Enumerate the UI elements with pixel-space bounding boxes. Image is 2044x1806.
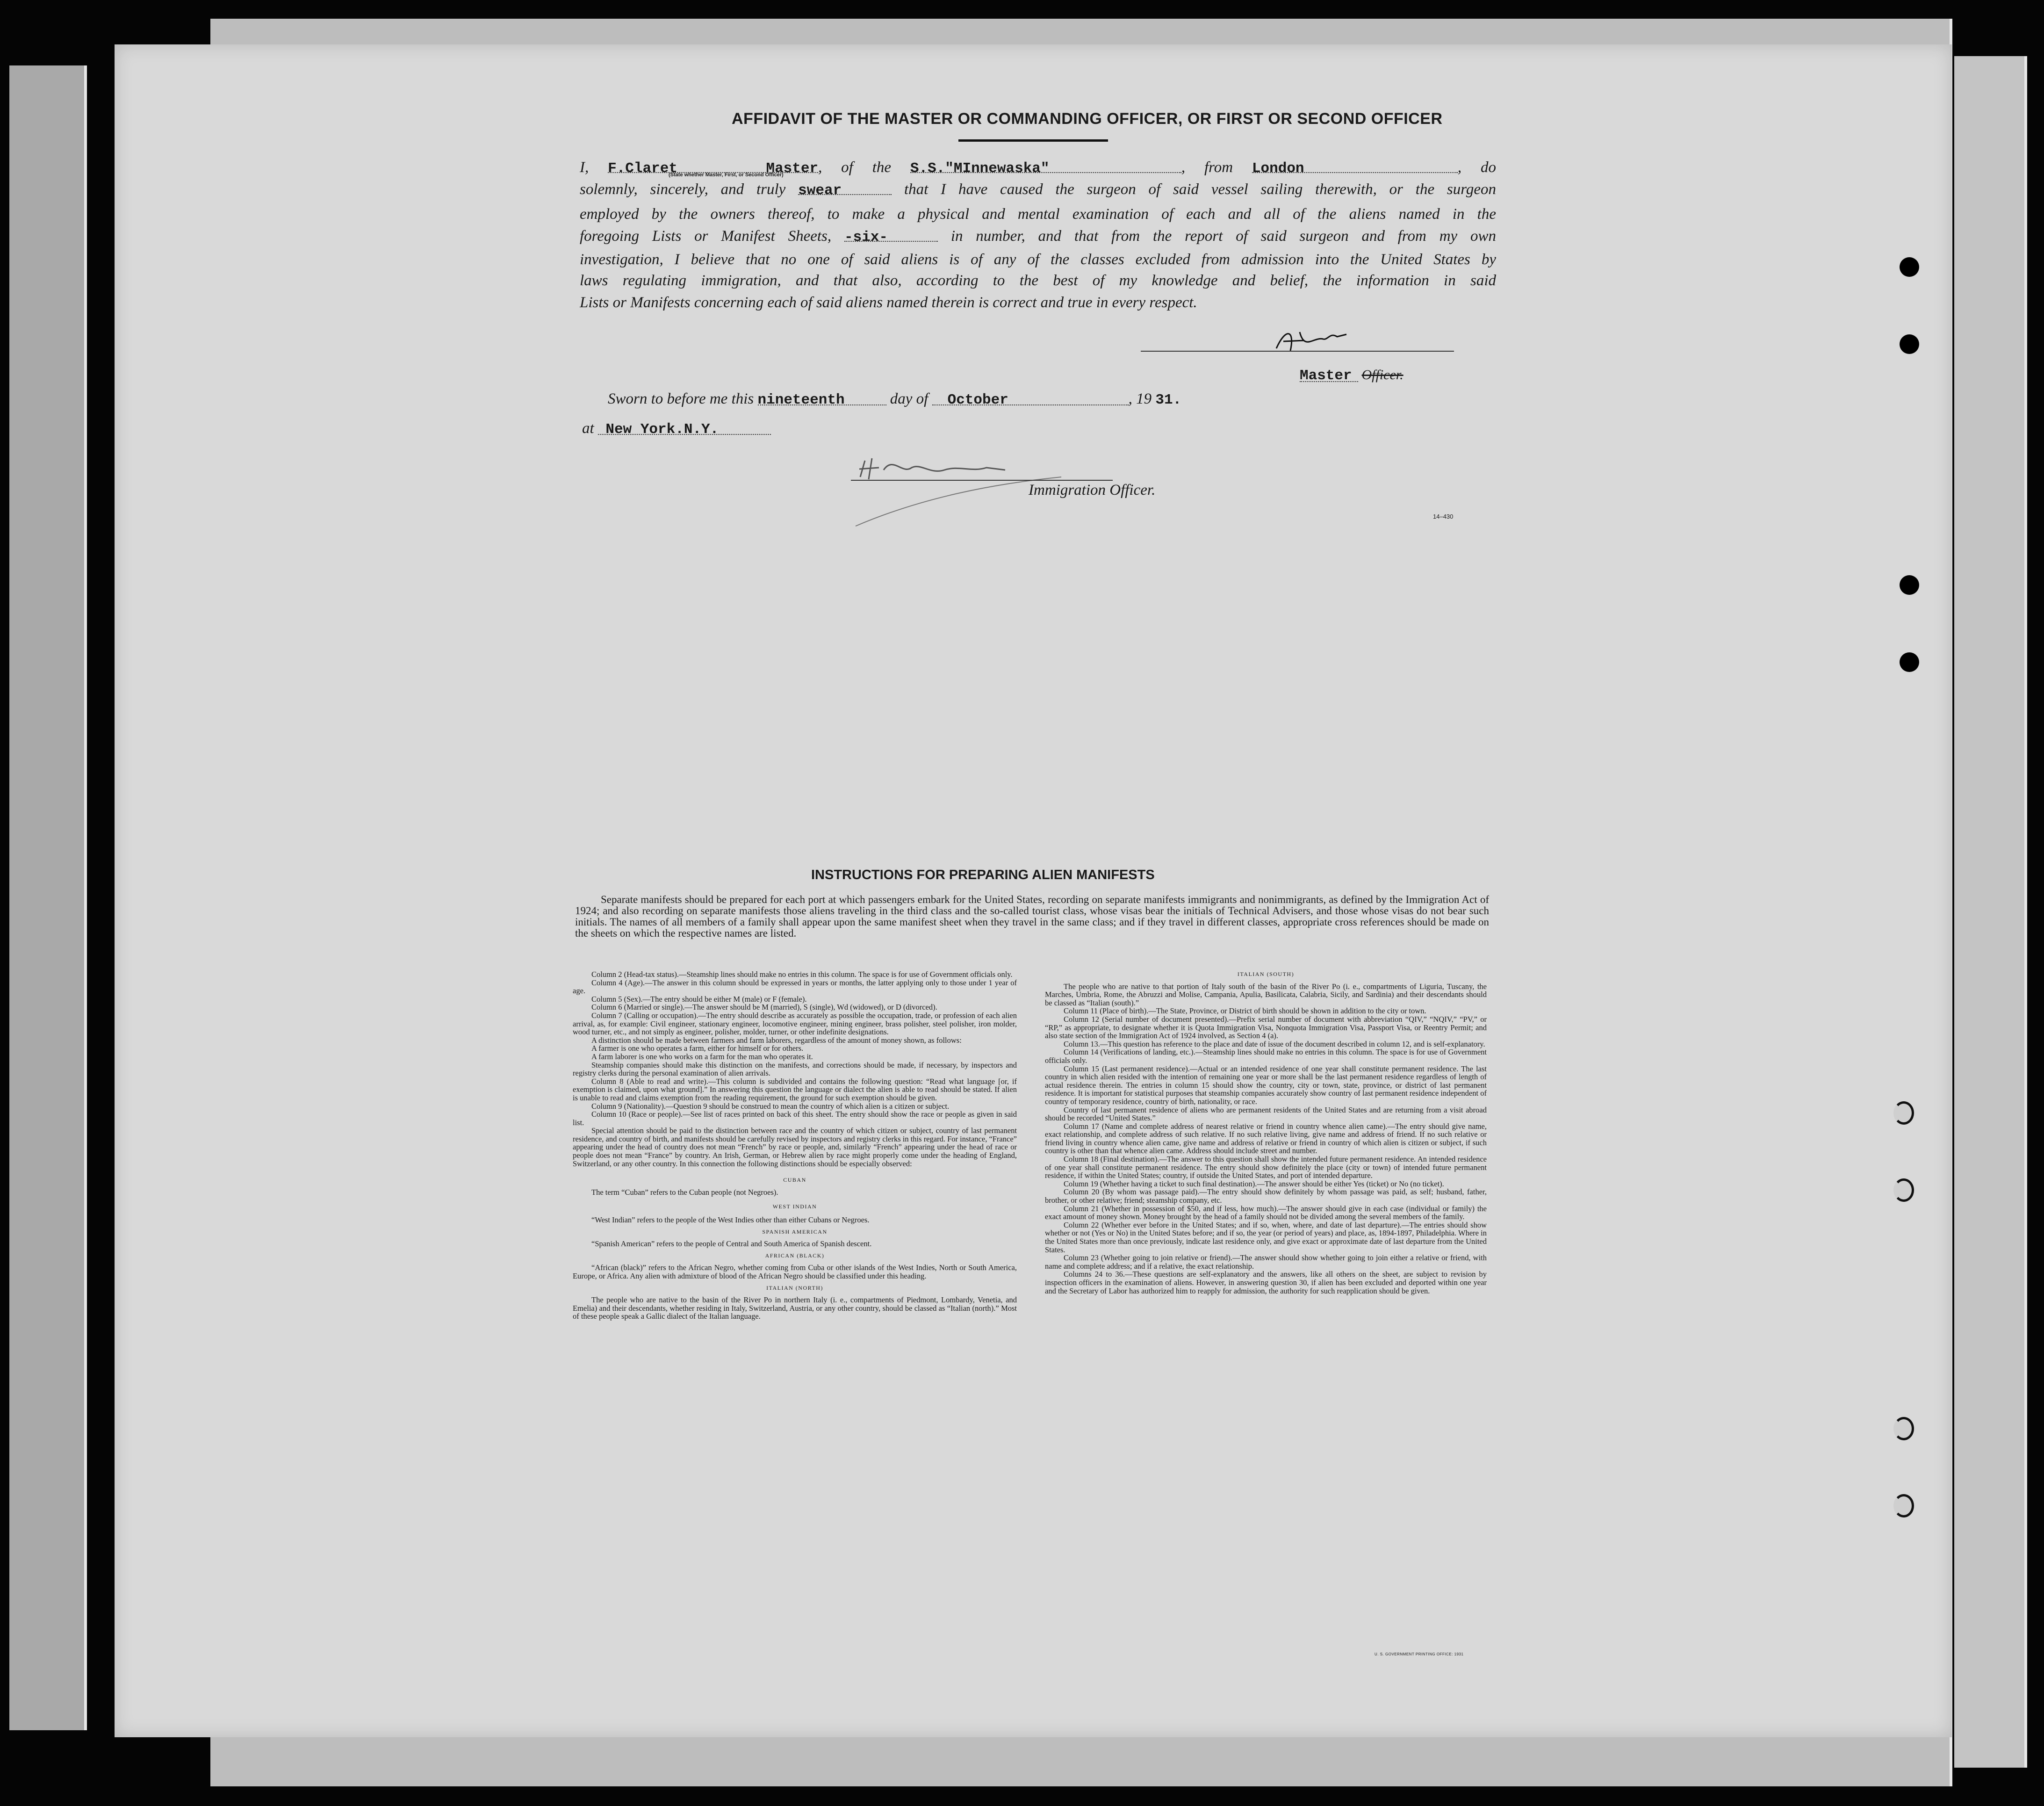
officer-name-field: F.Claret Master — [608, 158, 818, 173]
binder-hole — [1900, 575, 1919, 595]
instructions-right-column: ITALIAN (SOUTH) The people who are native to that portion of Italy south of the basin of the River Po (i. e., compartments of Liguria, Tuscany, the Marches, Umbria, Rome, the Abruzzi and Molise, Campania, Apulia, Basilicata, Calabria, Sicily, and Sardinia) and their descendants should be classed as “Italian (south).” Column 11 (Place of birth).—The State, Province, or District of birth should be shown in addition to the city or town. Column 12 (Serial number of document presented).—Prefix serial number of document with abbreviation “QIV,” “NQIV,” “PV,” or “RP,” as appropriate, to designate whether it is Quota Immigration Visa, Nonquota Immigration Visa, Passport Visa, or Reentry Permit; and also state section of the Immigration Act of 1924 involved, as Section 4 (a). Column 13.—This question has reference to the place and date of issue of the document described in column 12, and is self-explanatory. Column 14 (Verifications of landing, etc.).—Steamship lines should make no entries in this column. The space is for use of Government officials only. Column 15 (Last permanent residence).—Actual or an intended residence of one year shall constitute permanent residence. The last country in which alien resided with the intention of remaining one year or more shall be the last permanent residence regardless of length of actual residence therein. The entries in column 15 should show the country, city or town, state, province, or district of last permanent residence. It is important for statistical purposes that steamship companies accurately show country of last permanent residence independent of country of temporary residence, country of birth, nationality, or race. Country of last permanent residence of aliens who are permanent residents of the United States and are returning from a visit abroad should be recorded “United States.” Column 17 (Name and complete address of nearest relative or friend in country whence alien came).—The entry should give name, exact relationship, and complete address of such relative. If no such relative living, give name and address of friend. If no such relative or friend living in country whence alien came, give name and address of relative or friend in country of which alien is citizen or subject, if such country is other than that whence alien came. Address should include street and number. Column 18 (Final destination).—The answer to this question shall show the intended future permanent residence. An intended residence of one year shall constitute permanent residence. The entry should show definitely the place (city or town) of intended future permanent residence, if within the United States; country, if outside the United States, and port of intended departure. Column 19 (Whether having a ticket to such final destination).—The answer should be either Yes (ticket) or No (no ticket). Column 20 (By whom was passage paid).—The entry should show definitely by whom passage was paid, as self; husband, father, brother, or other relative; friend; steamship company, etc. Column 21 (Whether in possession of $50, and if less, how much).—The answer should give in each case (individual or family) the exact amount of money shown. Money brought by the head of a family should not be divided among the several members of the family. Column 22 (Whether ever before in the United States; and if so, when, where, and date of last departure).—The entries should show whether or not (Yes or No) in the United States before; and if so, the year (or period of years) and place, as, 1894-1897, Philadelphia. Where in the United States more than once previously, indicate last residence only, and give exact or approximate date of last departure from the United States. Column 23 (Whether going to join relative or friend).—The answer should show whether going to join either a relative or friend, with name and complete address; and if a relative, the exact relationship. Columns 24 to 36.—These questions are self-explanatory and the answers, like all others on the sheet, are subject to revision by inspection officers in the examination of aliens. However, in answering question 30, if alien has been excluded and deported within one year and the Secretary of Labor has authorized him to reapply for admission, the authority for such reapplication should be given. — [1045, 971, 1487, 1295]
binder-hole — [1900, 334, 1919, 354]
instructions-intro: Separate manifests should be prepared for each port at which passengers embark for the United States, recording on separate manifests immigrants and nonimmigrants, as defined by the Immigration Act of 1924; and also recording on separate manifests those aliens traveling in the third class and the so-called tourist class, whose visas bear the initials of Technical Advisers, and those whose visas do not bear such initials. The names of all members of a family shall appear upon the same manifest sheet when they travel in the same class; and if they travel in different classes, appropriate cross references should be made on the sheets on which the respective names are listed. — [575, 894, 1489, 939]
binder-hole — [1893, 1494, 1914, 1517]
binder-hole — [1893, 1417, 1914, 1440]
form-code: 14–430 — [1433, 513, 1454, 520]
affidavit-line-7: Lists or Manifests concerning each of said aliens named therein is correct and true in every respect. — [580, 294, 1197, 311]
master-signature — [1272, 323, 1365, 360]
port-field: London — [1252, 158, 1458, 173]
officer-title: Master Officer. — [1300, 367, 1403, 384]
immigration-signature-line — [851, 480, 1113, 481]
affidavit-line-3: employed by the owners thereof, to make a physical and mental examination of each and all of the aliens named in the — [580, 206, 1496, 223]
place-line: at New York.N.Y. — [582, 420, 771, 437]
master-signature-line — [1141, 351, 1454, 352]
affidavit-title: AFFIDAVIT OF THE MASTER OR COMMANDING OFFICER, OR FIRST OR SECOND OFFICER — [732, 110, 1443, 128]
affidavit-line-6: laws regulating immigration, and that also, according to the best of my knowledge and belief, the information in said — [580, 272, 1496, 289]
binder-hole — [1900, 652, 1919, 672]
affidavit-line-1: I, F.Claret Master, of the S.S."MInnewaska" , from London , do — [580, 159, 1497, 177]
sworn-line: Sworn to before me this nineteenth day of October , 19 31. — [608, 390, 1182, 408]
background-sheet — [9, 65, 87, 1730]
affidavit-line-5: investigation, I believe that no one of said aliens is of any of the classes excluded from admission into the United States by — [580, 251, 1496, 268]
background-sheet — [1954, 56, 2027, 1768]
affidavit-line-4: foregoing Lists or Manifest Sheets, -six- in number, and that from the report of said surgeon and from my own — [580, 228, 1497, 246]
immigration-officer-label: Immigration Officer. — [1029, 482, 1156, 498]
affidavit-line-2: solemnly, sincerely, and truly swear that I have caused the surgeon of said vessel sailing therewith, or the surgeon — [580, 181, 1497, 199]
binder-hole — [1893, 1178, 1914, 1202]
rank-note: (State whether Master, First, or Second Officer) — [669, 172, 784, 178]
printing-office-note: U. S. GOVERNMENT PRINTING OFFICE: 1931 — [1375, 1652, 1464, 1656]
oath-field: swear — [798, 180, 892, 195]
title-underline — [958, 139, 1108, 142]
sheet-count-field: -six- — [844, 227, 938, 242]
instructions-left-column: Column 2 (Head-tax status).—Steamship lines should make no entries in this column. The space is for use of Government officials only. Column 4 (Age).—The answer in this column should be expressed in years or months, the latter applying only to those under 1 year of age. Column 5 (Sex).—The entry should be either M (male) or F (female). Column 6 (Married or single).—The answer should be M (married), S (single), Wd (widowed), or D (divorced). Column 7 (Calling or occupation).—The entry should describe as accurately as possible the occupation, trade, or profession of each alien arrival, as, for example: Civil engineer, stationary engineer, locomotive engineer, mining engineer, brass polisher, steel polisher, iron molder, wood turner, etc., and not simply as engineer, polisher, molder, turner, or other indefinite designations. A distinction should be made between farmers and farm laborers, regardless of the amount of money shown, as follows: A farmer is one who operates a farm, either for himself or for others. A farm laborer is one who works on a farm for the man who operates it. Steamship companies should make this distinction on the manifests, and corrections should be made, if necessary, by inspectors and registry clerks during the personal examination of alien arrivals. Column 8 (Able to read and write).—This column is subdivided and contains the following question: “Read what language [or, if exemption is claimed, upon what ground].” In answering this question the language or dialect the alien is able to read should be stated. If alien is unable to read and claims exemption from the reading requirement, the ground for such exemption should be given. Column 9 (Nationality).—Question 9 should be construed to mean the country of which alien is a citizen or subject. Column 10 (Race or people).—See list of races printed on back of this sheet. The entry should show the race or people as given in said list. Special attention should be paid to the distinction between race and the country of which citizen or subject, country of last permanent residence, and country of birth, and manifests should be carefully revised by inspectors and registry clerks in this regard. For instance, “France” appearing under the head of country does not mean “French” by race or people, and, similarly “French” appearing under the head of race or people does not mean “France” by country. An Irish, German, or Hebrew alien by race might properly come under the heading of England, Switzerland, or any other country. In this connection the following distinctions should be especially observed: CUBAN The term “Cuban” refers to the Cuban people (not Negroes). WEST INDIAN “West Indian” refers to the people of the West Indies other than either Cubans or Negroes. SPANISH AMERICAN “Spanish American” refers to the people of Central and South America of Spanish descent. AFRICAN (BLACK) “African (black)” refers to the African Negro, whether coming from Cuba or other islands of the West Indies, North or South America, Europe, or Africa. Any alien with admixture of blood of the African Negro should be classified under this heading. ITALIAN (NORTH) The people who are native to the basin of the River Po in northern Italy (i. e., compartments of Piedmont, Lombardy, Venetia, and Emelia) and their descendants, whether residing in Italy, Switzerland, Austria, or any other country, should be classed as “Italian (north).” Most of these people speak a Gallic dialect of the Italian language. — [573, 970, 1017, 1321]
vessel-field: S.S."MInnewaska" — [910, 158, 1181, 173]
instructions-title: INSTRUCTIONS FOR PREPARING ALIEN MANIFESTS — [811, 867, 1155, 882]
binder-hole — [1900, 257, 1919, 277]
binder-hole — [1893, 1101, 1914, 1125]
